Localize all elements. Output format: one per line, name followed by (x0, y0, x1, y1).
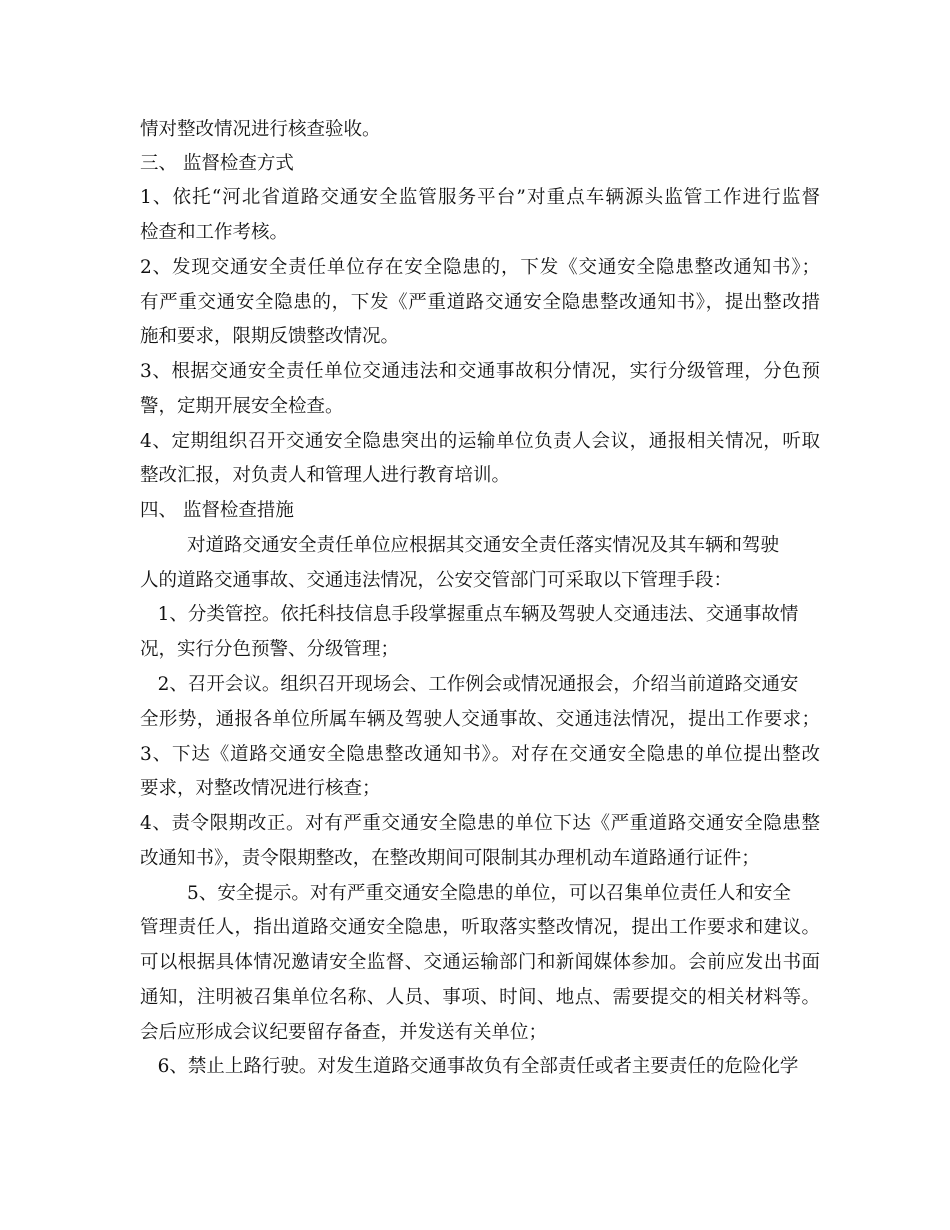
text-line: 3、根据交通安全责任单位交通违法和交通事故积分情况，实行分级管理，分色预 (140, 361, 820, 382)
text-line: 要求，对整改情况进行核查； (140, 778, 381, 799)
text-line: 通知，注明被召集单位名称、人员、事项、时间、地点、需要提交的相关材料等。 (140, 987, 820, 1008)
text-line: 会后应形成会议纪要留存备查，并发送有关单位； (140, 1022, 548, 1043)
section-heading: 四、 监督检查措施 (140, 500, 294, 521)
text-line: 施和要求，限期反馈整改情况。 (140, 326, 400, 347)
text-line: 可以根据具体情况邀请安全监督、交通运输部门和新闻媒体参加。会前应发出书面 (140, 952, 820, 973)
text-line: 2、召开会议。组织召开现场会、工作例会或情况通报会，介绍当前道路交通安 (140, 674, 799, 695)
text-line: 1、依托“河北省道路交通安全监管服务平台”对重点车辆源头监管工作进行监督 (140, 187, 820, 208)
text-line: 情对整改情况进行核查验收。 (140, 119, 381, 140)
text-line: 警，定期开展安全检查。 (140, 396, 344, 417)
text-line: 1、分类管控。依托科技信息手段掌握重点车辆及驾驶人交通违法、交通事故情 (140, 604, 799, 625)
text-line: 整改汇报，对负责人和管理人进行教育培训。 (140, 465, 511, 486)
text-line: 改通知书》，责令限期整改，在整改期间可限制其办理机动车道路通行证件； (140, 848, 760, 869)
text-line: 2、发现交通安全责任单位存在安全隐患的，下发《交通安全隐患整改通知书》； (140, 257, 820, 278)
text-line: 4、责令限期改正。对有严重交通安全隐患的单位下达《严重道路交通安全隐患整 (140, 813, 820, 834)
text-line: 管理责任人，指出道路交通安全隐患，听取落实整改情况，提出工作要求和建议。 (140, 917, 820, 938)
text-line: 3、下达《道路交通安全隐患整改通知书》。对存在交通安全隐患的单位提出整改 (140, 744, 820, 765)
text-line: 6、禁止上路行驶。对发生道路交通事故负有全部责任或者主要责任的危险化学 (140, 1056, 799, 1077)
text-line: 检查和工作考核。 (140, 222, 289, 243)
text-line: 全形势，通报各单位所属车辆及驾驶人交通事故、交通违法情况，提出工作要求； (140, 709, 820, 730)
text-line: 4、定期组织召开交通安全隐患突出的运输单位负责人会议，通报相关情况，听取 (140, 431, 820, 452)
section-heading: 三、 监督检查方式 (140, 153, 294, 174)
text-line: 人的道路交通事故、交通违法情况，公安交管部门可采取以下管理手段： (140, 570, 733, 591)
text-line: 有严重交通安全隐患的，下发《严重道路交通安全隐患整改通知书》，提出整改措 (140, 292, 820, 313)
text-line: 对道路交通安全责任单位应根据其交通安全责任落实情况及其车辆和驾驶 (140, 535, 780, 556)
text-line: 况，实行分色预警、分级管理； (140, 639, 400, 660)
text-line: 5、安全提示。对有严重交通安全隐患的单位，可以召集单位责任人和安全 (140, 883, 791, 904)
